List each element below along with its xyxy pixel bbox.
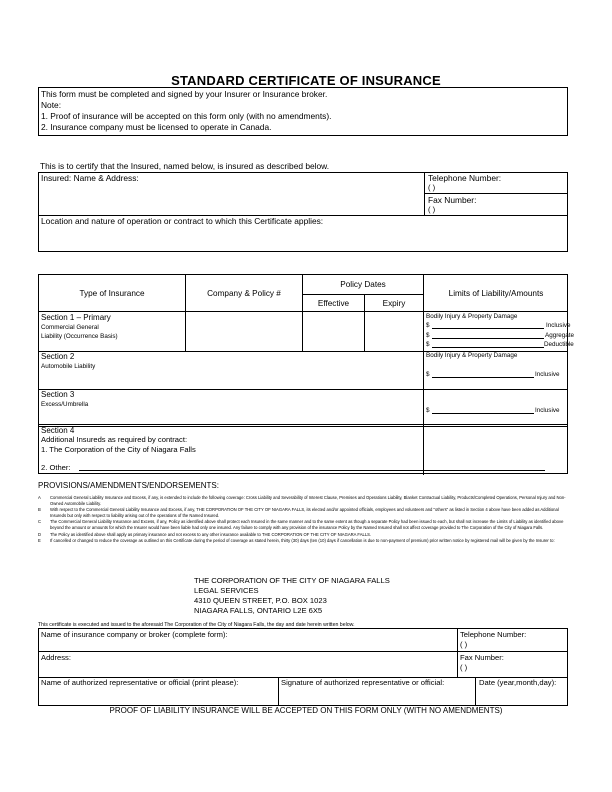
header-expiry: Expiry [382,298,406,308]
signoff-phone-label: Telephone Number: [460,630,527,639]
address-line-2: LEGAL SERVICES [194,586,259,595]
signoff-box [38,628,568,706]
dollar-sign: $ [426,322,430,329]
signoff-fax-field[interactable]: ( ) [460,663,468,672]
address-line-3: 4310 QUEEN STREET, P.O. BOX 1023 [194,596,327,605]
insured-phone-field[interactable]: ( ) [428,183,436,192]
date-label: Date (year,month,day): [479,678,557,687]
city-address [194,576,390,616]
insured-box [38,172,568,252]
rep-name-label: Name of authorized representative or official (print please): [41,678,239,687]
section-1-title: Section 1 – Primary [41,313,111,322]
section-4-box [38,424,568,474]
page-title: STANDARD CERTIFICATE OF INSURANCE [171,73,441,88]
s1-inclusive-label: Inclusive [546,322,571,329]
s2-inclusive-label: Inclusive [535,371,560,378]
provision-letter: E [38,538,41,544]
provision-text: If cancelled or changed to reduce the coverage as outlined on this Certificate during the period of coverage as stated herein, thirty (30) days (ten (10) days if cancellation is due to non-payment of premium) prior written notice by registered mail will be given by the Insurer to: [50,538,555,544]
provision-letter: C [38,519,42,525]
section-4-line-1: Additional Insureds as required by contract: [41,435,188,444]
certify-text: This is to certify that the Insured, named below, is insured as described below. [40,161,330,171]
signature-label: Signature of authorized representative or official: [281,678,445,687]
header-effective: Effective [317,298,350,308]
provisions-heading: PROVISIONS/AMENDMENTS/ENDORSEMENTS: [38,481,219,490]
address-line-4: NIAGARA FALLS, ONTARIO L2E 6X5 [194,606,323,615]
section-2-sub: Automobile Liability [41,363,96,370]
notice-line-1: This form must be completed and signed by your Insurer or Insurance broker. [41,89,328,99]
notice-line-4: 2. Insurance company must be licensed to operate in Canada. [41,122,272,132]
insured-fax-label: Fax Number: [428,195,477,205]
other-insured-line[interactable] [79,470,545,471]
provision-letter: B [38,507,41,513]
dollar-sign: $ [426,341,430,348]
signoff-fax-label: Fax Number: [460,653,504,662]
signoff-phone-field[interactable]: ( ) [460,640,468,649]
notice-line-2: Note: [41,100,62,110]
s3-inclusive-label: Inclusive [535,407,560,414]
provision-item [38,507,568,518]
provision-letter: A [38,495,41,500]
provision-text: The Policy as identified above shall apply as primary insurance and not excess to any other insurance available to THE CORPORATION OF THE CITY OF NIAGARA FALLS. [50,531,372,537]
s1-aggregate-line[interactable] [432,338,544,339]
provision-text: With respect to the Commercial General Liability Insurance and Excess, if any, THE CORPORATION OF THE CITY OF NIAGARA FALLS, its elected and/or appointed officials, employees and volunteers and "others" as listed in Section 4 above have been added as Additional Insureds but only with respect to liability arising out of the operations of the Named Insured. [50,507,559,518]
executed-text: This certificate is executed and issued to the aforesaid The Corporation of the City of Niagara Falls, the day and date herein written below. [38,622,355,628]
footer-notice: PROOF OF LIABILITY INSURANCE WILL BE ACCEPTED ON THIS FORM ONLY (WITH NO AMENDMENTS) [109,706,503,715]
s1-deductible-label: Deductible [544,341,574,348]
company-name-label: Name of insurance company or broker (complete form): [41,630,228,639]
s1-aggregate-label: Aggregate [545,332,575,339]
section-4-title: Section 4 [41,426,75,435]
section-2-title: Section 2 [41,352,75,361]
s1-deductible-line[interactable] [432,347,544,348]
section-4-line-2: 1. The Corporation of the City of Niagara Falls [41,445,196,454]
insured-fax-field[interactable]: ( ) [428,205,436,214]
notice-box [38,87,568,136]
section-4-line-3: 2. Other: [41,463,71,472]
header-limits: Limits of Liability/Amounts [448,288,544,298]
signoff-address-label: Address: [41,653,71,662]
dollar-sign: $ [426,407,430,414]
s2-inclusive-line[interactable] [432,377,534,378]
s3-inclusive-line[interactable] [432,413,534,414]
provision-item [38,495,568,506]
provisions-list [38,495,568,544]
provision-item [38,519,568,530]
provision-text: Commercial General Liability Insurance and Excess, if any, is extended to include the following coverage: Cross Liability and Severability of Interest Clause, Premises and Operations Liability, Blanket Contractual Liability, Products/Completed Operations, Personal Injury and Non-Owned Automobile Liability. [50,495,566,506]
address-line-1: THE CORPORATION OF THE CITY OF NIAGARA FALLS [194,576,390,585]
provision-item [38,538,568,544]
dollar-sign: $ [426,371,430,378]
provision-text: The Commercial General Liability Insurance and Excess, if any, Policy as identified above shall protect each Insured in the same manner and to the same extent as though a separate Policy had been issued to each, but shall not increase the Limits of Liability as identified above beyond the amount or amounts for which the Insurer would have been liable had only one insured. Any failure to comply with any provision of the insurance Policy by the Named Insured shall not affect coverage provided to The Corporation of the City of Niagara Falls. [50,519,564,530]
section-2-limit-label: Bodily Injury & Property Damage [426,352,518,359]
location-label: Location and nature of operation or contract to which this Certificate applies: [41,216,324,226]
s1-inclusive-line[interactable] [432,328,544,329]
insured-name-label: Insured: Name & Address: [41,173,139,183]
provision-item [38,532,568,538]
section-1-sub-2: Liability (Occurrence Basis) [41,333,118,340]
section-1-limit-label: Bodily Injury & Property Damage [426,313,518,320]
header-policy-dates: Policy Dates [340,280,386,289]
section-1-sub-1: Commercial General [41,324,99,331]
header-company: Company & Policy # [207,288,281,298]
notice-line-3: 1. Proof of insurance will be accepted on this form only (with no amendments). [41,111,332,121]
section-3-title: Section 3 [41,390,75,399]
provision-letter: D [38,531,42,537]
insured-phone-label: Telephone Number: [428,173,502,183]
header-type: Type of Insurance [79,288,145,298]
section-3-sub: Excess/Umbrella [41,401,89,408]
dollar-sign: $ [426,332,430,339]
